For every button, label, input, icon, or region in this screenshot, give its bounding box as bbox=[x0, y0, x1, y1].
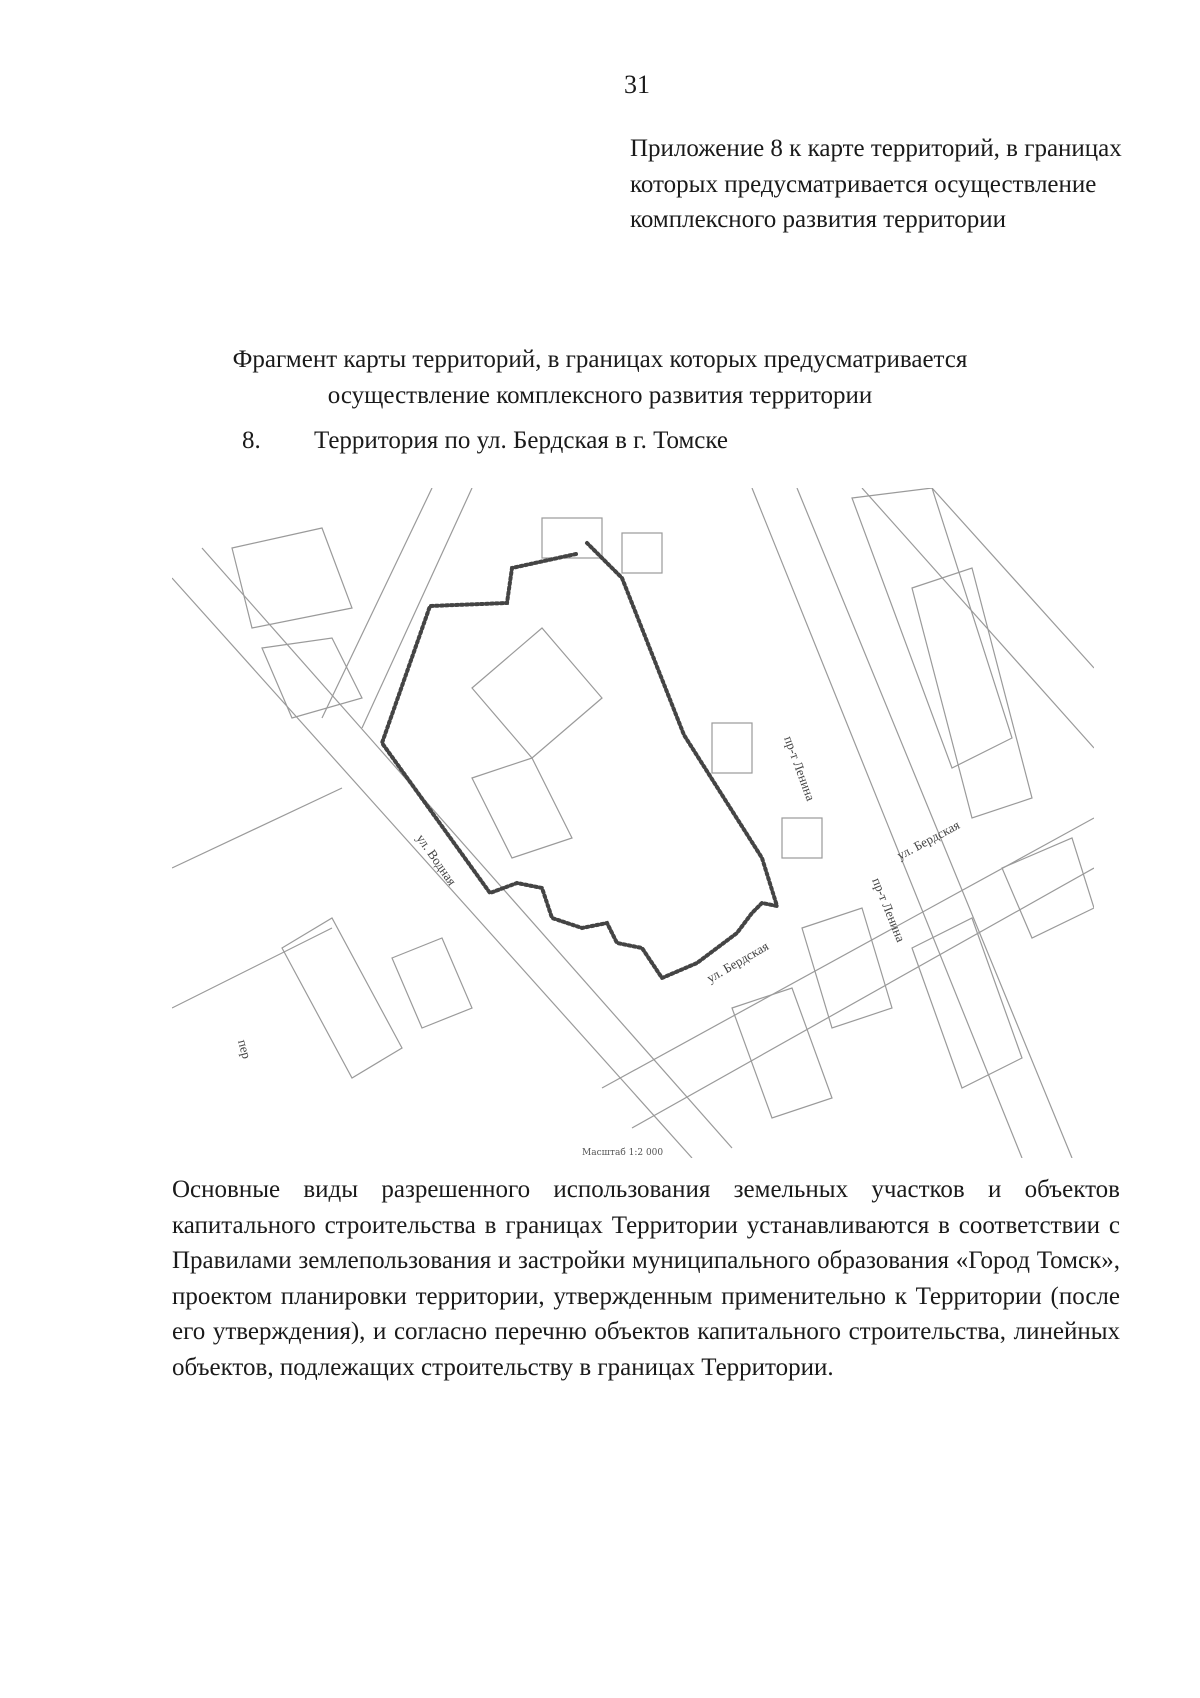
map-drawing bbox=[172, 488, 1094, 1158]
map-buildings bbox=[232, 488, 1094, 1118]
appendix-note: Приложение 8 к карте территорий, в границах которых предусматривается осуществление комплексного развития территории bbox=[630, 135, 1122, 233]
item-name: Территория по ул. Бердская в г. Томске bbox=[314, 427, 729, 454]
label-lenina-1: пр-т Ленина bbox=[781, 733, 819, 803]
label-lenina-2: пр-т Ленина bbox=[869, 875, 909, 945]
map-scale: Масштаб 1:2 000 bbox=[582, 1148, 664, 1158]
label-per: пер bbox=[235, 1037, 255, 1061]
label-berdskaya-2: ул. Бердская bbox=[704, 938, 772, 986]
fragment-title: Фрагмент карты территорий, в границах которых предусматривается осуществление комплексного развития территории bbox=[232, 346, 968, 409]
label-vodnaya: ул. Водная bbox=[413, 831, 460, 889]
territory-boundary bbox=[382, 543, 777, 978]
label-berdskaya-1: ул. Бердская bbox=[894, 817, 963, 863]
item-number: 8. bbox=[242, 427, 261, 454]
body-text: Основные виды разрешенного использования земельных участков и объектов капитального строительства в границах Территории устанавливаются в соответствии с Правилами землепользования и застройки муниципального образования «Город Томск», проектом планировки территории, утвержденным применительно к Территории (после его утверждения), и согласно перечню объектов капитального строительства, линейных объектов, подлежащих строительству в границах Территории. bbox=[172, 1176, 1120, 1381]
page-number: 31 bbox=[624, 70, 650, 99]
territory-map bbox=[172, 488, 1094, 1158]
